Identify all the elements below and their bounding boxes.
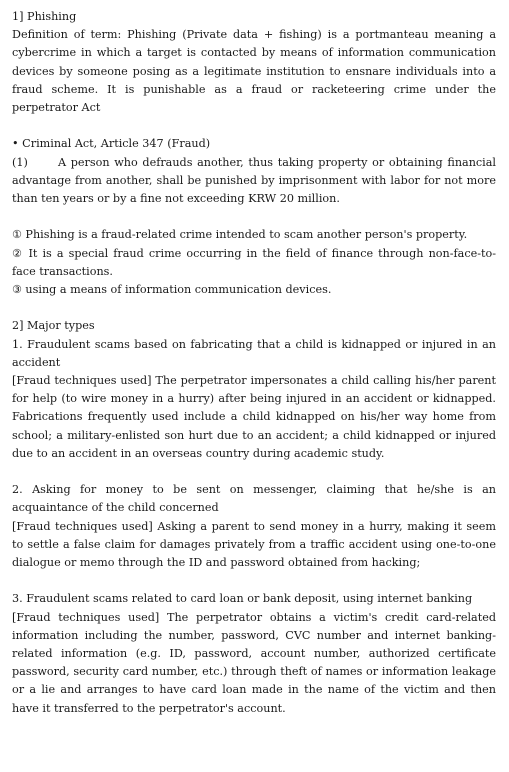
- criminal-act-reference: • Criminal Act, Article 347 (Fraud): [12, 137, 211, 151]
- spacer: [12, 572, 496, 590]
- point-1: [12, 226, 496, 244]
- spacer: [12, 299, 496, 317]
- section-heading-major-types: 2] Major types: [12, 319, 95, 333]
- point-text: It is a special fraud crime occurring in the field of finance through non-face-to-face transactions.: [12, 246, 496, 278]
- point-text: using a means of information communication devices.: [21, 283, 332, 297]
- point-2: [12, 245, 496, 281]
- section-heading-phishing: 1] Phishing: [12, 10, 77, 23]
- point-marker: ③: [12, 283, 22, 297]
- clause-number: (1): [12, 155, 28, 169]
- spacer: [12, 463, 496, 481]
- spacer: [12, 208, 496, 226]
- type-1-detail: [Fraud techniques used] The perpetrator impersonates a child calling his/her parent for help (to wire money in a hurry) after being injured in an accident or kidnapped. Fabrications frequently used include a child kidnapped on his/her way home from school; a military-enlisted son hurt due to an accident; a child kidnapped or injured due to an accident in an overseas country during academic study.: [12, 374, 496, 460]
- spacer: [12, 117, 496, 135]
- criminal-act-clause: [12, 154, 496, 209]
- point-text: Phishing is a fraud-related crime intended to scam another person's property.: [21, 228, 468, 242]
- type-3-title: 3. Fraudulent scams related to card loan or bank deposit, using internet banking: [12, 592, 473, 606]
- point-3: [12, 281, 496, 299]
- clause-text: A person who defrauds another, thus taking property or obtaining financial advantage from another, shall be punished by imprisonment with labor for not more than ten years or by a fine not exceeding KRW 20 million.: [12, 155, 496, 206]
- point-marker: ②: [12, 246, 24, 260]
- type-2-title: 2. Asking for money to be sent on messenger, claiming that he/she is an acquaintance of the child concerned: [12, 483, 496, 515]
- type-1-title: 1. Fraudulent scams based on fabricating that a child is kidnapped or injured in an accident: [12, 337, 496, 369]
- phishing-definition: Definition of term: Phishing (Private data + fishing) is a portmanteau meaning a cybercrime in which a target is contacted by means of information communication devices by someone posing as a legitimate institution to ensnare individuals into a fraud scheme. It is punishable as a fraud or racketeering crime under the perpetrator Act: [12, 28, 496, 115]
- point-marker: ①: [12, 228, 22, 242]
- type-3-detail: [Fraud techniques used] The perpetrator obtains a victim's credit card-related information including the number, password, CVC number and internet banking-related information (e.g. ID, password, account number, authorized certificate password, security card number, etc.) through theft of names or information leakage or a lie and arranges to have card loan made in the name of the victim and then have it transferred to the perpetrator's account.: [12, 610, 496, 715]
- type-2-detail: [Fraud techniques used] Asking a parent to send money in a hurry, making it seem to settle a false claim for damages privately from a traffic accident using one-to-one dialogue or memo through the ID and password obtained from hacking;: [12, 519, 496, 570]
